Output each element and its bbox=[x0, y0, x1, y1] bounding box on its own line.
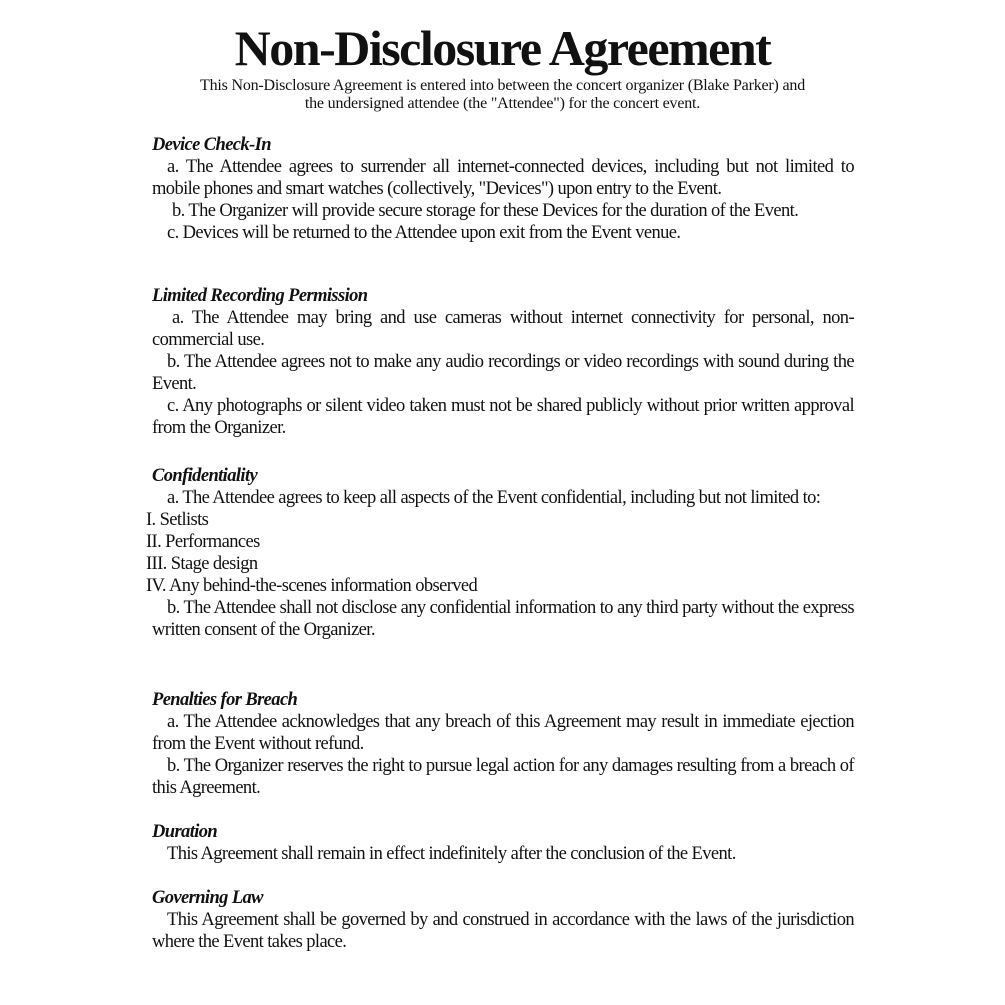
section-heading: Governing Law bbox=[152, 888, 263, 908]
clause-b: b. The Attendee agrees not to make any audio recordings or video recordings with sound during the Event. bbox=[152, 352, 854, 394]
clause-text: This Agreement shall remain in effect indefinitely after the conclusion of the Event. bbox=[167, 844, 736, 864]
clause-a: a. The Attendee agrees to surrender all internet-connected devices, including but not limited to mobile phones and smart watches (collectively, "Devices") upon entry to the Event. bbox=[152, 157, 854, 199]
clause-c: c. Any photographs or silent video taken must not be shared publicly without prior written approval from the Organizer. bbox=[152, 396, 854, 438]
list-item: III. Stage design bbox=[146, 554, 258, 574]
clause-c: c. Devices will be returned to the Attendee upon exit from the Event venue. bbox=[167, 223, 681, 243]
list-item: IV. Any behind-the-scenes information observed bbox=[146, 576, 478, 596]
section-heading: Device Check-In bbox=[152, 135, 271, 155]
document-title: Non-Disclosure Agreement bbox=[234, 20, 771, 76]
clause-a: a. The Attendee agrees to keep all aspects of the Event confidential, including but not limited to: bbox=[167, 488, 821, 508]
clause-a: a. The Attendee may bring and use cameras without internet connectivity for personal, non-commercial use. bbox=[152, 308, 854, 350]
document-intro: This Non-Disclosure Agreement is entered into between the concert organizer (Blake Parker) and the undersigned attendee (the "Attendee") for the concert event. bbox=[200, 77, 805, 112]
section-limited-recording-permission bbox=[152, 285, 854, 439]
section-governing-law bbox=[152, 887, 854, 953]
section-heading: Penalties for Breach bbox=[152, 690, 298, 710]
section-heading: Duration bbox=[152, 822, 218, 842]
section-penalties-for-breach bbox=[152, 689, 854, 799]
section-heading: Confidentiality bbox=[152, 466, 258, 486]
clause-b: b. The Organizer will provide secure storage for these Devices for the duration of the Event. bbox=[172, 201, 799, 221]
clause-a: a. The Attendee acknowledges that any breach of this Agreement may result in immediate ejection from the Event without refund. bbox=[152, 712, 854, 754]
section-device-check-in bbox=[152, 134, 854, 244]
clause-b: b. The Organizer reserves the right to pursue legal action for any damages resulting from a breach of this Agreement. bbox=[152, 756, 854, 798]
clause-text: This Agreement shall be governed by and construed in accordance with the laws of the jurisdiction where the Event takes place. bbox=[152, 910, 854, 952]
section-heading: Limited Recording Permission bbox=[152, 286, 368, 306]
list-item: II. Performances bbox=[146, 532, 260, 552]
clause-b: b. The Attendee shall not disclose any confidential information to any third party without the express written consent of the Organizer. bbox=[152, 598, 854, 640]
list-item: I. Setlists bbox=[146, 510, 209, 530]
section-duration bbox=[152, 821, 854, 865]
section-confidentiality bbox=[146, 465, 854, 641]
